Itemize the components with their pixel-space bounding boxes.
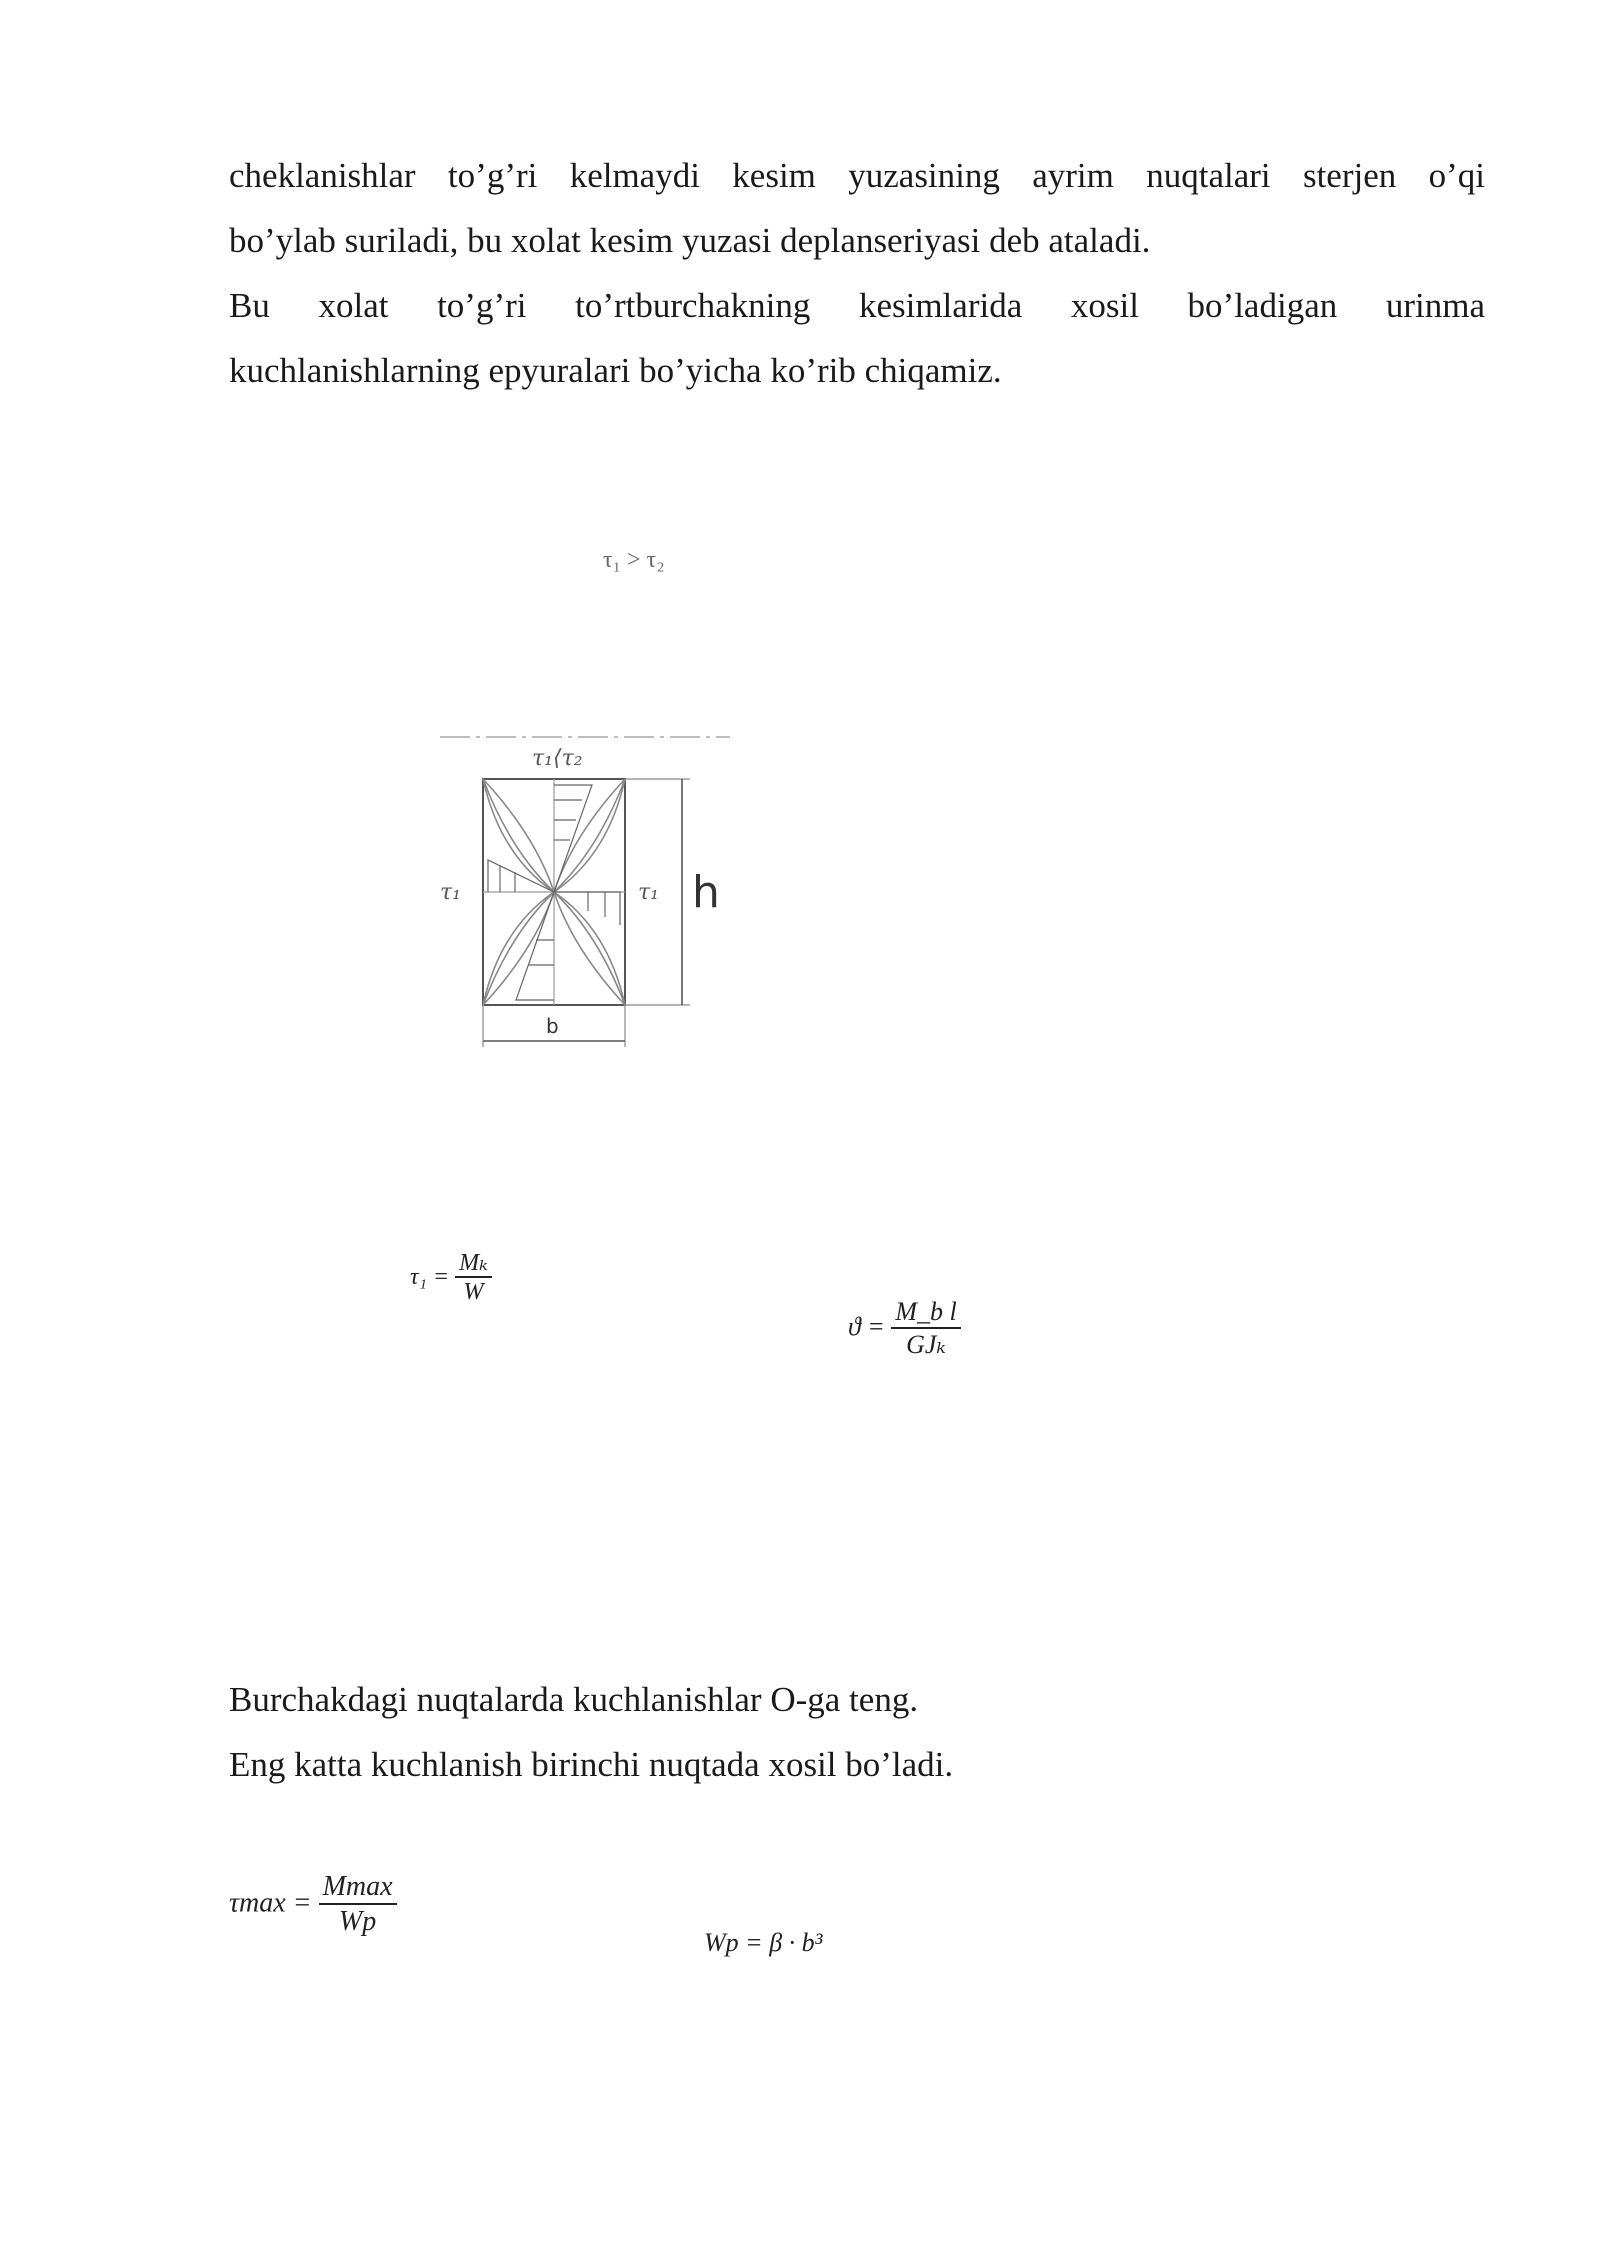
formula-tau-max-fraction [319, 1872, 397, 1938]
paragraph-2-line-1: Bu xolat to’g’ri to’rtburchakning kesimlarida xosil bo’ladigan urinma [229, 286, 1485, 325]
formula-tau-max-lhs: τmax = [229, 1887, 312, 1919]
diagram-svg [420, 725, 750, 1070]
paragraph-1-line-1: cheklanishlar to’g’ri kelmaydi kesim yuzasining ayrim nuqtalari sterjen o’qi [229, 156, 1485, 195]
paragraph-3: Burchakdagi nuqtalarda kuchlanishlar O-ga teng. [229, 1680, 919, 1719]
formula-tau1-fraction [455, 1250, 492, 1307]
formula-tau-max [229, 1872, 397, 1938]
shear-stress-diagram [420, 725, 750, 1075]
formula-wp: Wp = β · b³ [704, 1928, 823, 1957]
formula-theta-denominator: GJₖ [906, 1329, 946, 1359]
formula-theta-lhs: ϑ = [848, 1311, 885, 1341]
formula-tau-max-denominator: Wp [338, 1905, 377, 1937]
faint-formula-artifact: τ₁ > τ₂ [603, 547, 665, 573]
left-tau-label: τ₁ [440, 880, 461, 905]
formula-tau1-lhs: τ₁ = [410, 1264, 450, 1291]
formula-theta-fraction [891, 1298, 960, 1360]
formula-tau1-numerator: Mₖ [455, 1250, 492, 1278]
formula-tau1-denominator: W [463, 1279, 484, 1306]
paragraph-4: Eng katta kuchlanish birinchi nuqtada xosil bo’ladi. [229, 1745, 954, 1784]
paragraph-1-line-2: bo’ylab suriladi, bu xolat kesim yuzasi deplanseriyasi deb ataladi. [229, 221, 1151, 260]
formula-theta-numerator: M_b l [891, 1298, 960, 1329]
right-epure [554, 892, 620, 925]
left-epure [488, 860, 554, 892]
height-label: h [692, 867, 720, 918]
right-tau-label: τ₁ [638, 880, 659, 905]
width-label: b [546, 1014, 559, 1038]
formula-tau1 [410, 1250, 492, 1307]
paragraph-2-line-2: kuchlanishlarning epyuralari bo’yicha ko’rib chiqamiz. [229, 351, 1002, 390]
formula-theta [848, 1298, 961, 1360]
top-label: τ₁⟨τ₂ [532, 746, 583, 771]
formula-tau-max-numerator: Mmax [319, 1872, 397, 1905]
